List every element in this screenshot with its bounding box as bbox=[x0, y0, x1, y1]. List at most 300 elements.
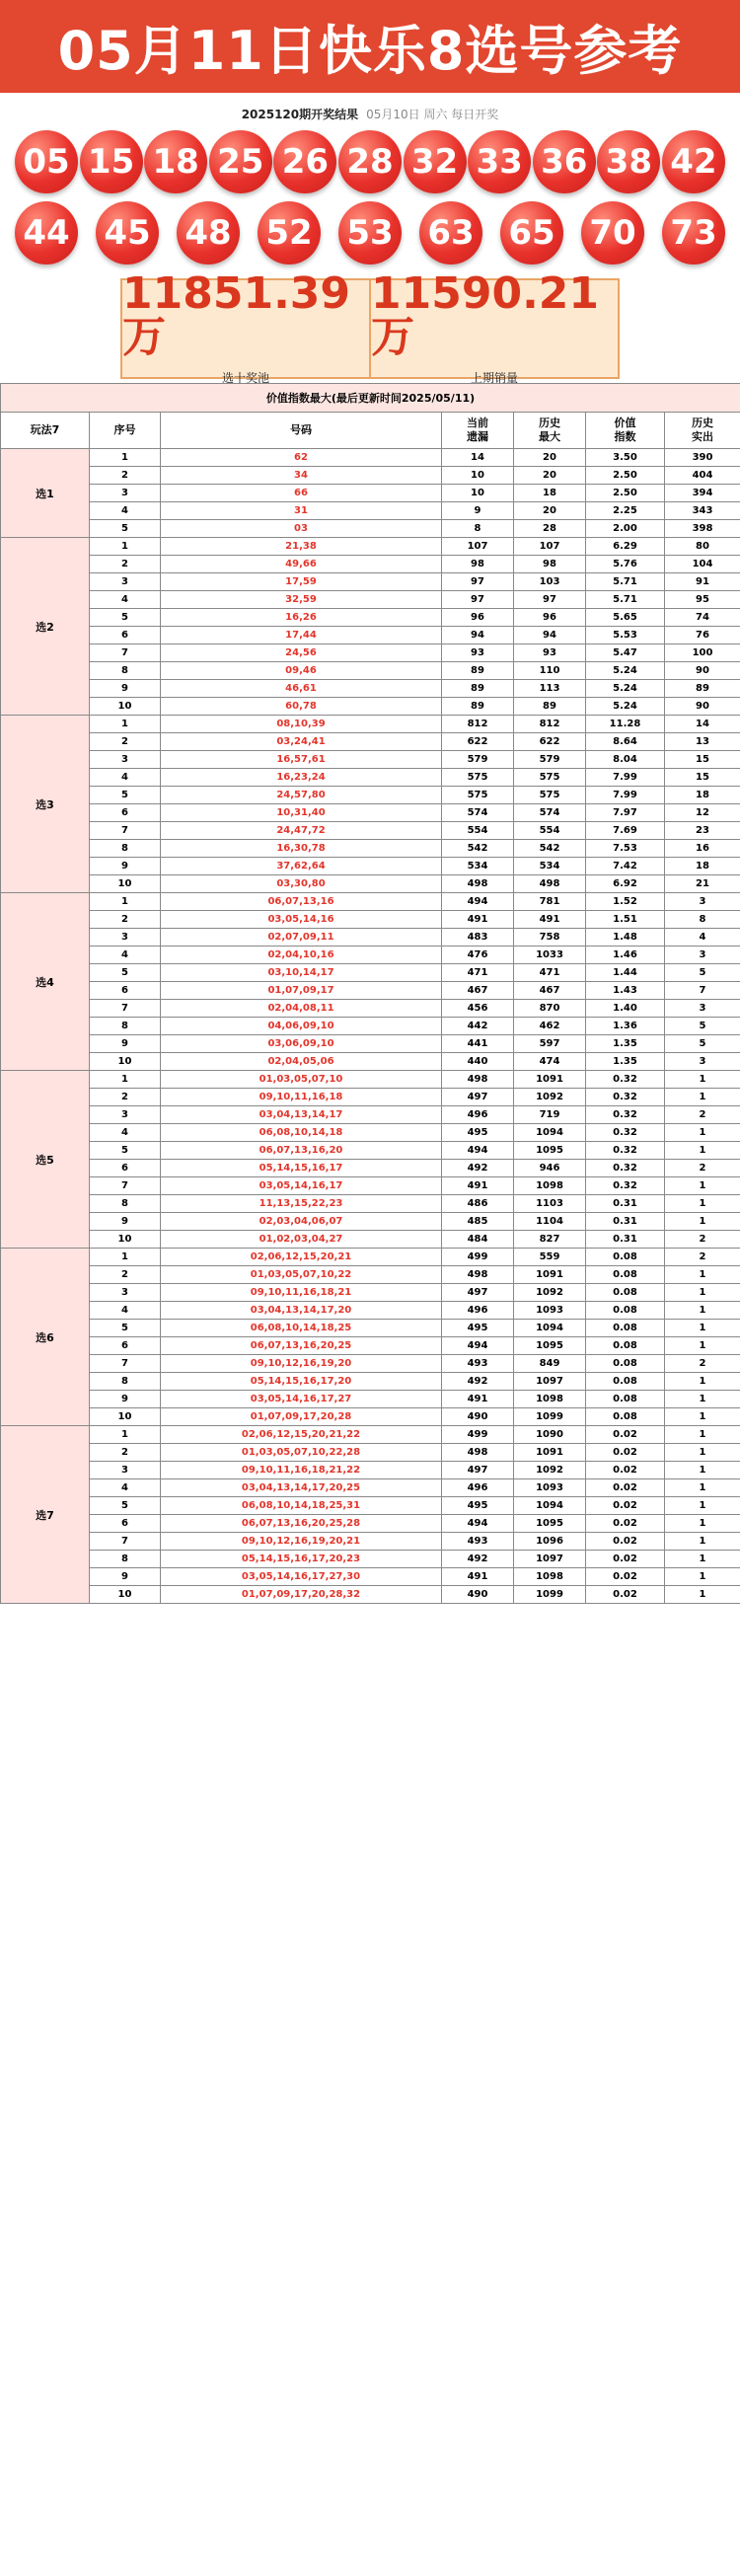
numbers-cell: 46,61 bbox=[161, 680, 442, 698]
history-hits-cell: 95 bbox=[665, 591, 740, 609]
current-miss-cell: 494 bbox=[442, 1142, 514, 1160]
history-max-cell: 1033 bbox=[514, 947, 586, 964]
index-cell: 3 bbox=[90, 485, 161, 502]
numbers-cell: 05,14,15,16,17 bbox=[161, 1160, 442, 1177]
table-row bbox=[1, 787, 740, 804]
number-ball: 33 bbox=[468, 130, 531, 193]
history-hits-cell: 1 bbox=[665, 1284, 740, 1302]
index-cell: 5 bbox=[90, 964, 161, 982]
value-index-cell: 2.50 bbox=[586, 467, 665, 485]
index-cell: 5 bbox=[90, 787, 161, 804]
current-miss-cell: 96 bbox=[442, 609, 514, 627]
column-header: 号码 bbox=[161, 413, 442, 449]
index-cell: 2 bbox=[90, 556, 161, 573]
history-max-cell: 1091 bbox=[514, 1071, 586, 1089]
index-cell: 10 bbox=[90, 698, 161, 716]
value-index-cell: 1.44 bbox=[586, 964, 665, 982]
number-ball: 42 bbox=[662, 130, 725, 193]
current-miss-cell: 497 bbox=[442, 1089, 514, 1106]
table-row bbox=[1, 1035, 740, 1053]
history-hits-cell: 5 bbox=[665, 1018, 740, 1035]
value-index-cell: 0.08 bbox=[586, 1408, 665, 1426]
index-cell: 1 bbox=[90, 1071, 161, 1089]
number-ball: 70 bbox=[581, 201, 644, 265]
number-ball: 52 bbox=[258, 201, 321, 265]
history-hits-cell: 1 bbox=[665, 1533, 740, 1551]
table-row bbox=[1, 573, 740, 591]
history-max-cell: 827 bbox=[514, 1231, 586, 1249]
index-cell: 6 bbox=[90, 1160, 161, 1177]
index-cell: 7 bbox=[90, 644, 161, 662]
history-max-cell: 1094 bbox=[514, 1497, 586, 1515]
current-miss-cell: 575 bbox=[442, 769, 514, 787]
current-miss-cell: 107 bbox=[442, 538, 514, 556]
numbers-cell: 01,07,09,17,20,28 bbox=[161, 1408, 442, 1426]
history-max-cell: 574 bbox=[514, 804, 586, 822]
index-cell: 7 bbox=[90, 1355, 161, 1373]
numbers-cell: 06,07,13,16,20,25 bbox=[161, 1337, 442, 1355]
history-max-cell: 1099 bbox=[514, 1586, 586, 1604]
numbers-cell: 06,07,13,16,20 bbox=[161, 1142, 442, 1160]
value-index-cell: 0.08 bbox=[586, 1373, 665, 1391]
value-index-cell: 5.65 bbox=[586, 609, 665, 627]
history-hits-cell: 91 bbox=[665, 573, 740, 591]
current-miss-cell: 492 bbox=[442, 1160, 514, 1177]
table-row bbox=[1, 1053, 740, 1071]
history-max-cell: 812 bbox=[514, 716, 586, 733]
value-index-cell: 0.32 bbox=[586, 1142, 665, 1160]
value-index-cell: 5.24 bbox=[586, 680, 665, 698]
history-max-cell: 1090 bbox=[514, 1426, 586, 1444]
table-row bbox=[1, 680, 740, 698]
history-max-cell: 554 bbox=[514, 822, 586, 840]
numbers-cell: 16,30,78 bbox=[161, 840, 442, 858]
numbers-cell: 03,05,14,16,17,27,30 bbox=[161, 1568, 442, 1586]
value-index-cell: 0.32 bbox=[586, 1106, 665, 1124]
table-row bbox=[1, 1551, 740, 1568]
history-max-cell: 1092 bbox=[514, 1462, 586, 1479]
current-miss-cell: 496 bbox=[442, 1479, 514, 1497]
index-cell: 6 bbox=[90, 982, 161, 1000]
current-miss-cell: 499 bbox=[442, 1426, 514, 1444]
current-miss-cell: 98 bbox=[442, 556, 514, 573]
history-max-cell: 1093 bbox=[514, 1302, 586, 1320]
index-cell: 1 bbox=[90, 449, 161, 467]
table-row bbox=[1, 1479, 740, 1497]
value-index-cell: 0.02 bbox=[586, 1426, 665, 1444]
history-hits-cell: 21 bbox=[665, 875, 740, 893]
table-row bbox=[1, 662, 740, 680]
history-max-cell: 870 bbox=[514, 1000, 586, 1018]
table-row bbox=[1, 591, 740, 609]
pool-amount: 11590.21万 bbox=[371, 267, 600, 362]
history-max-cell: 758 bbox=[514, 929, 586, 947]
table-row bbox=[1, 1177, 740, 1195]
value-index-cell: 5.24 bbox=[586, 698, 665, 716]
index-cell: 1 bbox=[90, 716, 161, 733]
current-miss-cell: 486 bbox=[442, 1195, 514, 1213]
numbers-cell: 05,14,15,16,17,20 bbox=[161, 1373, 442, 1391]
value-index-cell: 5.71 bbox=[586, 573, 665, 591]
value-index-cell: 7.97 bbox=[586, 804, 665, 822]
number-ball: 65 bbox=[500, 201, 563, 265]
value-index-cell: 0.02 bbox=[586, 1515, 665, 1533]
number-ball: 28 bbox=[338, 130, 402, 193]
index-cell: 10 bbox=[90, 1231, 161, 1249]
value-index-cell: 0.32 bbox=[586, 1177, 665, 1195]
numbers-cell: 66 bbox=[161, 485, 442, 502]
index-cell: 8 bbox=[90, 840, 161, 858]
history-max-cell: 1098 bbox=[514, 1391, 586, 1408]
index-cell: 9 bbox=[90, 1035, 161, 1053]
index-cell: 8 bbox=[90, 662, 161, 680]
index-cell: 3 bbox=[90, 751, 161, 769]
numbers-cell: 17,59 bbox=[161, 573, 442, 591]
table-row bbox=[1, 1160, 740, 1177]
history-max-cell: 597 bbox=[514, 1035, 586, 1053]
page-title: 05月11日快乐8选号参考 bbox=[57, 19, 683, 82]
current-miss-cell: 492 bbox=[442, 1373, 514, 1391]
numbers-cell: 01,02,03,04,27 bbox=[161, 1231, 442, 1249]
index-cell: 5 bbox=[90, 520, 161, 538]
index-cell: 3 bbox=[90, 573, 161, 591]
history-max-cell: 474 bbox=[514, 1053, 586, 1071]
value-index-cell: 0.08 bbox=[586, 1302, 665, 1320]
number-ball: 53 bbox=[338, 201, 402, 265]
table-row bbox=[1, 1462, 740, 1479]
numbers-cell: 02,07,09,11 bbox=[161, 929, 442, 947]
number-ball: 32 bbox=[404, 130, 467, 193]
table-row bbox=[1, 751, 740, 769]
current-miss-cell: 495 bbox=[442, 1497, 514, 1515]
table-row bbox=[1, 1018, 740, 1035]
current-miss-cell: 490 bbox=[442, 1408, 514, 1426]
pool-label: 选十奖池 bbox=[221, 370, 269, 385]
numbers-cell: 16,57,61 bbox=[161, 751, 442, 769]
history-hits-cell: 1 bbox=[665, 1142, 740, 1160]
table-row bbox=[1, 502, 740, 520]
value-index-cell: 0.31 bbox=[586, 1195, 665, 1213]
value-index-cell: 0.02 bbox=[586, 1568, 665, 1586]
history-hits-cell: 1 bbox=[665, 1408, 740, 1426]
history-hits-cell: 394 bbox=[665, 485, 740, 502]
history-max-cell: 1104 bbox=[514, 1213, 586, 1231]
index-cell: 5 bbox=[90, 1497, 161, 1515]
index-cell: 1 bbox=[90, 1426, 161, 1444]
index-cell: 2 bbox=[90, 733, 161, 751]
history-hits-cell: 89 bbox=[665, 680, 740, 698]
current-miss-cell: 575 bbox=[442, 787, 514, 804]
history-hits-cell: 2 bbox=[665, 1355, 740, 1373]
numbers-cell: 60,78 bbox=[161, 698, 442, 716]
current-miss-cell: 491 bbox=[442, 1391, 514, 1408]
numbers-cell: 49,66 bbox=[161, 556, 442, 573]
current-miss-cell: 491 bbox=[442, 1177, 514, 1195]
table-row bbox=[1, 1373, 740, 1391]
table-row bbox=[1, 1249, 740, 1266]
current-miss-cell: 812 bbox=[442, 716, 514, 733]
history-max-cell: 579 bbox=[514, 751, 586, 769]
pool-label: 上期销量 bbox=[470, 370, 518, 385]
numbers-cell: 03,24,41 bbox=[161, 733, 442, 751]
index-cell: 3 bbox=[90, 1106, 161, 1124]
index-cell: 7 bbox=[90, 1177, 161, 1195]
value-index-cell: 5.76 bbox=[586, 556, 665, 573]
history-max-cell: 110 bbox=[514, 662, 586, 680]
history-hits-cell: 1 bbox=[665, 1266, 740, 1284]
table-row bbox=[1, 822, 740, 840]
history-hits-cell: 76 bbox=[665, 627, 740, 644]
current-miss-cell: 492 bbox=[442, 1551, 514, 1568]
index-cell: 7 bbox=[90, 1000, 161, 1018]
history-hits-cell: 404 bbox=[665, 467, 740, 485]
value-index-cell: 1.48 bbox=[586, 929, 665, 947]
history-hits-cell: 1 bbox=[665, 1320, 740, 1337]
numbers-cell: 16,23,24 bbox=[161, 769, 442, 787]
history-max-cell: 575 bbox=[514, 787, 586, 804]
table-row bbox=[1, 1231, 740, 1249]
table-row bbox=[1, 893, 740, 911]
numbers-cell: 09,10,12,16,19,20 bbox=[161, 1355, 442, 1373]
value-index-cell: 1.40 bbox=[586, 1000, 665, 1018]
history-max-cell: 1094 bbox=[514, 1124, 586, 1142]
value-index-cell: 0.08 bbox=[586, 1355, 665, 1373]
number-ball: 36 bbox=[533, 130, 596, 193]
table-row bbox=[1, 1320, 740, 1337]
table-row bbox=[1, 1142, 740, 1160]
history-max-cell: 96 bbox=[514, 609, 586, 627]
numbers-cell: 06,07,13,16 bbox=[161, 893, 442, 911]
play-type-cell: 选1 bbox=[1, 449, 90, 538]
value-index-cell: 6.92 bbox=[586, 875, 665, 893]
table-row bbox=[1, 1337, 740, 1355]
history-max-cell: 1093 bbox=[514, 1479, 586, 1497]
history-hits-cell: 2 bbox=[665, 1160, 740, 1177]
numbers-cell: 24,47,72 bbox=[161, 822, 442, 840]
history-hits-cell: 15 bbox=[665, 769, 740, 787]
numbers-cell: 09,10,11,16,18 bbox=[161, 1089, 442, 1106]
current-miss-cell: 490 bbox=[442, 1586, 514, 1604]
current-miss-cell: 493 bbox=[442, 1355, 514, 1373]
history-hits-cell: 1 bbox=[665, 1373, 740, 1391]
table-row bbox=[1, 840, 740, 858]
table-row bbox=[1, 556, 740, 573]
column-header: 序号 bbox=[90, 413, 161, 449]
history-hits-cell: 1 bbox=[665, 1124, 740, 1142]
table-row bbox=[1, 769, 740, 787]
current-miss-cell: 467 bbox=[442, 982, 514, 1000]
table-row bbox=[1, 627, 740, 644]
history-hits-cell: 1 bbox=[665, 1337, 740, 1355]
table-row bbox=[1, 1213, 740, 1231]
numbers-cell: 09,10,11,16,18,21 bbox=[161, 1284, 442, 1302]
history-max-cell: 467 bbox=[514, 982, 586, 1000]
history-hits-cell: 5 bbox=[665, 1035, 740, 1053]
column-header: 当前 遗漏 bbox=[442, 413, 514, 449]
value-index-cell: 7.69 bbox=[586, 822, 665, 840]
table-row bbox=[1, 1266, 740, 1284]
history-max-cell: 97 bbox=[514, 591, 586, 609]
numbers-cell: 10,31,40 bbox=[161, 804, 442, 822]
numbers-cell: 05,14,15,16,17,20,23 bbox=[161, 1551, 442, 1568]
index-cell: 9 bbox=[90, 1391, 161, 1408]
table-row bbox=[1, 1586, 740, 1604]
numbers-cell: 09,10,11,16,18,21,22 bbox=[161, 1462, 442, 1479]
table-row bbox=[1, 929, 740, 947]
current-miss-cell: 498 bbox=[442, 875, 514, 893]
history-hits-cell: 8 bbox=[665, 911, 740, 929]
value-index-cell: 7.99 bbox=[586, 787, 665, 804]
index-cell: 4 bbox=[90, 1302, 161, 1320]
table-row bbox=[1, 1515, 740, 1533]
index-cell: 5 bbox=[90, 1142, 161, 1160]
table-row bbox=[1, 1391, 740, 1408]
value-index-cell: 0.08 bbox=[586, 1337, 665, 1355]
pool-box-jackpot bbox=[120, 267, 371, 385]
history-max-cell: 20 bbox=[514, 449, 586, 467]
history-max-cell: 1094 bbox=[514, 1320, 586, 1337]
history-max-cell: 20 bbox=[514, 502, 586, 520]
history-hits-cell: 343 bbox=[665, 502, 740, 520]
history-max-cell: 1099 bbox=[514, 1408, 586, 1426]
history-hits-cell: 1 bbox=[665, 1444, 740, 1462]
table-row bbox=[1, 716, 740, 733]
current-miss-cell: 497 bbox=[442, 1462, 514, 1479]
value-index-cell: 11.28 bbox=[586, 716, 665, 733]
value-index-cell: 0.32 bbox=[586, 1124, 665, 1142]
current-miss-cell: 554 bbox=[442, 822, 514, 840]
current-miss-cell: 89 bbox=[442, 662, 514, 680]
index-cell: 9 bbox=[90, 858, 161, 875]
current-miss-cell: 494 bbox=[442, 1337, 514, 1355]
value-index-cell: 1.52 bbox=[586, 893, 665, 911]
numbers-cell: 01,03,05,07,10,22 bbox=[161, 1266, 442, 1284]
numbers-cell: 04,06,09,10 bbox=[161, 1018, 442, 1035]
current-miss-cell: 491 bbox=[442, 911, 514, 929]
current-miss-cell: 93 bbox=[442, 644, 514, 662]
history-max-cell: 1095 bbox=[514, 1337, 586, 1355]
index-cell: 1 bbox=[90, 893, 161, 911]
history-hits-cell: 80 bbox=[665, 538, 740, 556]
table-row bbox=[1, 1302, 740, 1320]
index-cell: 4 bbox=[90, 591, 161, 609]
numbers-cell: 03,10,14,17 bbox=[161, 964, 442, 982]
table-row bbox=[1, 698, 740, 716]
numbers-cell: 06,08,10,14,18,25 bbox=[161, 1320, 442, 1337]
history-hits-cell: 3 bbox=[665, 1000, 740, 1018]
current-miss-cell: 622 bbox=[442, 733, 514, 751]
numbers-cell: 06,08,10,14,18 bbox=[161, 1124, 442, 1142]
history-max-cell: 622 bbox=[514, 733, 586, 751]
history-hits-cell: 2 bbox=[665, 1249, 740, 1266]
current-miss-cell: 495 bbox=[442, 1124, 514, 1142]
history-hits-cell: 74 bbox=[665, 609, 740, 627]
value-index-cell: 3.50 bbox=[586, 449, 665, 467]
number-ball: 18 bbox=[144, 130, 207, 193]
numbers-cell: 16,26 bbox=[161, 609, 442, 627]
current-miss-cell: 441 bbox=[442, 1035, 514, 1053]
current-miss-cell: 491 bbox=[442, 1568, 514, 1586]
history-hits-cell: 5 bbox=[665, 964, 740, 982]
history-max-cell: 1098 bbox=[514, 1568, 586, 1586]
table-row bbox=[1, 1071, 740, 1089]
history-max-cell: 559 bbox=[514, 1249, 586, 1266]
history-hits-cell: 15 bbox=[665, 751, 740, 769]
index-cell: 4 bbox=[90, 1124, 161, 1142]
index-cell: 2 bbox=[90, 1089, 161, 1106]
index-cell: 4 bbox=[90, 1479, 161, 1497]
number-ball: 45 bbox=[96, 201, 159, 265]
index-cell: 7 bbox=[90, 1533, 161, 1551]
table-row bbox=[1, 1497, 740, 1515]
play-type-cell: 选5 bbox=[1, 1071, 90, 1249]
numbers-cell: 09,10,12,16,19,20,21 bbox=[161, 1533, 442, 1551]
history-max-cell: 107 bbox=[514, 538, 586, 556]
table-row bbox=[1, 964, 740, 982]
numbers-cell: 06,08,10,14,18,25,31 bbox=[161, 1497, 442, 1515]
history-hits-cell: 7 bbox=[665, 982, 740, 1000]
numbers-cell: 03,06,09,10 bbox=[161, 1035, 442, 1053]
value-index-cell: 1.46 bbox=[586, 947, 665, 964]
history-hits-cell: 2 bbox=[665, 1106, 740, 1124]
value-index-cell: 0.31 bbox=[586, 1213, 665, 1231]
history-hits-cell: 1 bbox=[665, 1071, 740, 1089]
history-max-cell: 113 bbox=[514, 680, 586, 698]
table-row bbox=[1, 947, 740, 964]
current-miss-cell: 10 bbox=[442, 467, 514, 485]
value-index-cell: 0.32 bbox=[586, 1071, 665, 1089]
history-hits-cell: 1 bbox=[665, 1302, 740, 1320]
history-max-cell: 28 bbox=[514, 520, 586, 538]
table-row bbox=[1, 538, 740, 556]
history-hits-cell: 2 bbox=[665, 1231, 740, 1249]
winning-numbers bbox=[15, 130, 725, 265]
number-ball: 48 bbox=[177, 201, 240, 265]
table-row bbox=[1, 467, 740, 485]
numbers-cell: 01,03,05,07,10 bbox=[161, 1071, 442, 1089]
pool-box-sales bbox=[371, 267, 620, 385]
current-miss-cell: 497 bbox=[442, 1284, 514, 1302]
column-header: 玩法7 bbox=[1, 413, 90, 449]
table-row bbox=[1, 1106, 740, 1124]
index-cell: 10 bbox=[90, 1053, 161, 1071]
current-miss-cell: 89 bbox=[442, 680, 514, 698]
table-row bbox=[1, 1089, 740, 1106]
value-index-cell: 5.71 bbox=[586, 591, 665, 609]
value-index-cell: 0.02 bbox=[586, 1462, 665, 1479]
table-row bbox=[1, 982, 740, 1000]
table-row bbox=[1, 449, 740, 467]
history-max-cell: 498 bbox=[514, 875, 586, 893]
value-index-cell: 1.35 bbox=[586, 1035, 665, 1053]
history-max-cell: 1095 bbox=[514, 1142, 586, 1160]
column-header: 历史 实出 bbox=[665, 413, 740, 449]
numbers-cell: 11,13,15,22,23 bbox=[161, 1195, 442, 1213]
index-cell: 10 bbox=[90, 875, 161, 893]
value-index-cell: 0.02 bbox=[586, 1444, 665, 1462]
number-ball: 25 bbox=[209, 130, 272, 193]
numbers-cell: 37,62,64 bbox=[161, 858, 442, 875]
play-type-cell: 选3 bbox=[1, 716, 90, 893]
table-row bbox=[1, 804, 740, 822]
numbers-cell: 17,44 bbox=[161, 627, 442, 644]
index-cell: 9 bbox=[90, 1568, 161, 1586]
value-index-cell: 0.02 bbox=[586, 1497, 665, 1515]
current-miss-cell: 14 bbox=[442, 449, 514, 467]
history-hits-cell: 1 bbox=[665, 1586, 740, 1604]
history-hits-cell: 18 bbox=[665, 858, 740, 875]
table-row bbox=[1, 1355, 740, 1373]
